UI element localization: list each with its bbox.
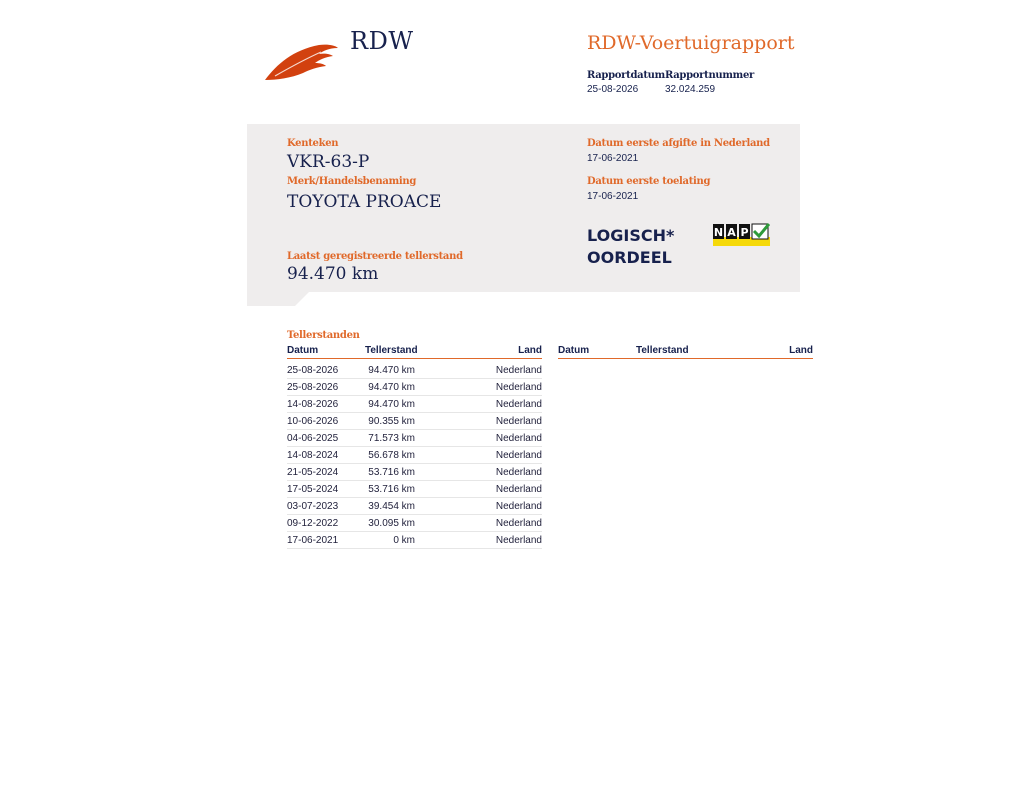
verdict-line-1: LOGISCH* (587, 226, 675, 245)
row-date: 09-12-2022 (287, 518, 339, 529)
table-header (558, 345, 813, 359)
row-odometer: 56.678 km (368, 450, 415, 461)
row-odometer: 39.454 km (368, 501, 415, 512)
row-date: 03-07-2023 (287, 501, 339, 512)
row-country: Nederland (495, 416, 542, 427)
row-country: Nederland (495, 450, 542, 461)
plate-label: Kenteken (287, 138, 339, 149)
table-row (287, 515, 542, 532)
verdict-line-2: OORDEEL (587, 248, 672, 267)
header-odometer: Tellerstand (636, 345, 689, 356)
readings-table-right (558, 345, 813, 359)
header-country: Land (789, 345, 813, 356)
nap-letter-p: P (740, 226, 749, 239)
row-country: Nederland (495, 382, 542, 393)
table-row (287, 430, 542, 447)
readings-table-left (287, 345, 542, 549)
first-issue-nl-date: 17-06-2021 (587, 153, 639, 164)
row-country: Nederland (495, 467, 542, 478)
report-title: RDW-Voertuigrapport (587, 32, 795, 54)
table-row (287, 481, 542, 498)
rdw-logo-icon (263, 42, 339, 82)
table-row (287, 362, 542, 379)
report-date: 25-08-2026 (587, 84, 639, 95)
nap-letter-n: N (713, 226, 724, 239)
row-country: Nederland (495, 484, 542, 495)
readings-title: Tellerstanden (287, 330, 360, 341)
nap-logo-icon (713, 223, 770, 246)
table-header (287, 345, 542, 359)
row-country: Nederland (495, 535, 542, 546)
row-odometer: 94.470 km (368, 365, 415, 376)
row-odometer: 71.573 km (368, 433, 415, 444)
license-plate: VKR-63-P (287, 152, 370, 172)
row-date: 14-08-2026 (287, 399, 339, 410)
panel-notch (247, 292, 309, 306)
header-date: Datum (558, 345, 590, 356)
table-row (287, 532, 542, 549)
first-admission-date: 17-06-2021 (587, 191, 639, 202)
row-odometer: 30.095 km (368, 518, 415, 529)
rdw-logo-text: RDW (350, 27, 414, 55)
row-country: Nederland (495, 399, 542, 410)
odometer-value: 94.470 km (287, 264, 379, 284)
row-country: Nederland (495, 518, 542, 529)
report-number: 32.024.259 (665, 84, 716, 95)
row-odometer: 94.470 km (368, 399, 415, 410)
table-row (287, 464, 542, 481)
row-date: 04-06-2025 (287, 433, 339, 444)
header-odometer: Tellerstand (365, 345, 418, 356)
first-admission-label: Datum eerste toelating (587, 176, 711, 187)
table-row (287, 413, 542, 430)
row-date: 25-08-2026 (287, 382, 339, 393)
header-country: Land (518, 345, 542, 356)
row-odometer: 0 km (393, 535, 415, 546)
row-country: Nederland (495, 433, 542, 444)
odometer-label: Laatst geregistreerde tellerstand (287, 251, 463, 262)
row-date: 17-06-2021 (287, 535, 339, 546)
table-row (287, 498, 542, 515)
row-date: 21-05-2024 (287, 467, 339, 478)
row-country: Nederland (495, 365, 542, 376)
report-number-label: Rapportnummer (665, 70, 754, 81)
report-date-label: Rapportdatum (587, 70, 665, 81)
row-odometer: 53.716 km (368, 484, 415, 495)
row-odometer: 94.470 km (368, 382, 415, 393)
table-row (287, 396, 542, 413)
row-odometer: 90.355 km (368, 416, 415, 427)
nap-letter-a: A (727, 226, 736, 239)
header-date: Datum (287, 345, 319, 356)
brand-label: Merk/Handelsbenaming (287, 176, 417, 187)
row-date: 17-05-2024 (287, 484, 339, 495)
row-date: 14-08-2024 (287, 450, 339, 461)
row-odometer: 53.716 km (368, 467, 415, 478)
row-date: 10-06-2026 (287, 416, 339, 427)
brand-name: TOYOTA PROACE (287, 192, 442, 212)
first-issue-nl-label: Datum eerste afgifte in Nederland (587, 138, 770, 149)
row-country: Nederland (495, 501, 542, 512)
table-row (287, 447, 542, 464)
row-date: 25-08-2026 (287, 365, 339, 376)
table-row (287, 379, 542, 396)
